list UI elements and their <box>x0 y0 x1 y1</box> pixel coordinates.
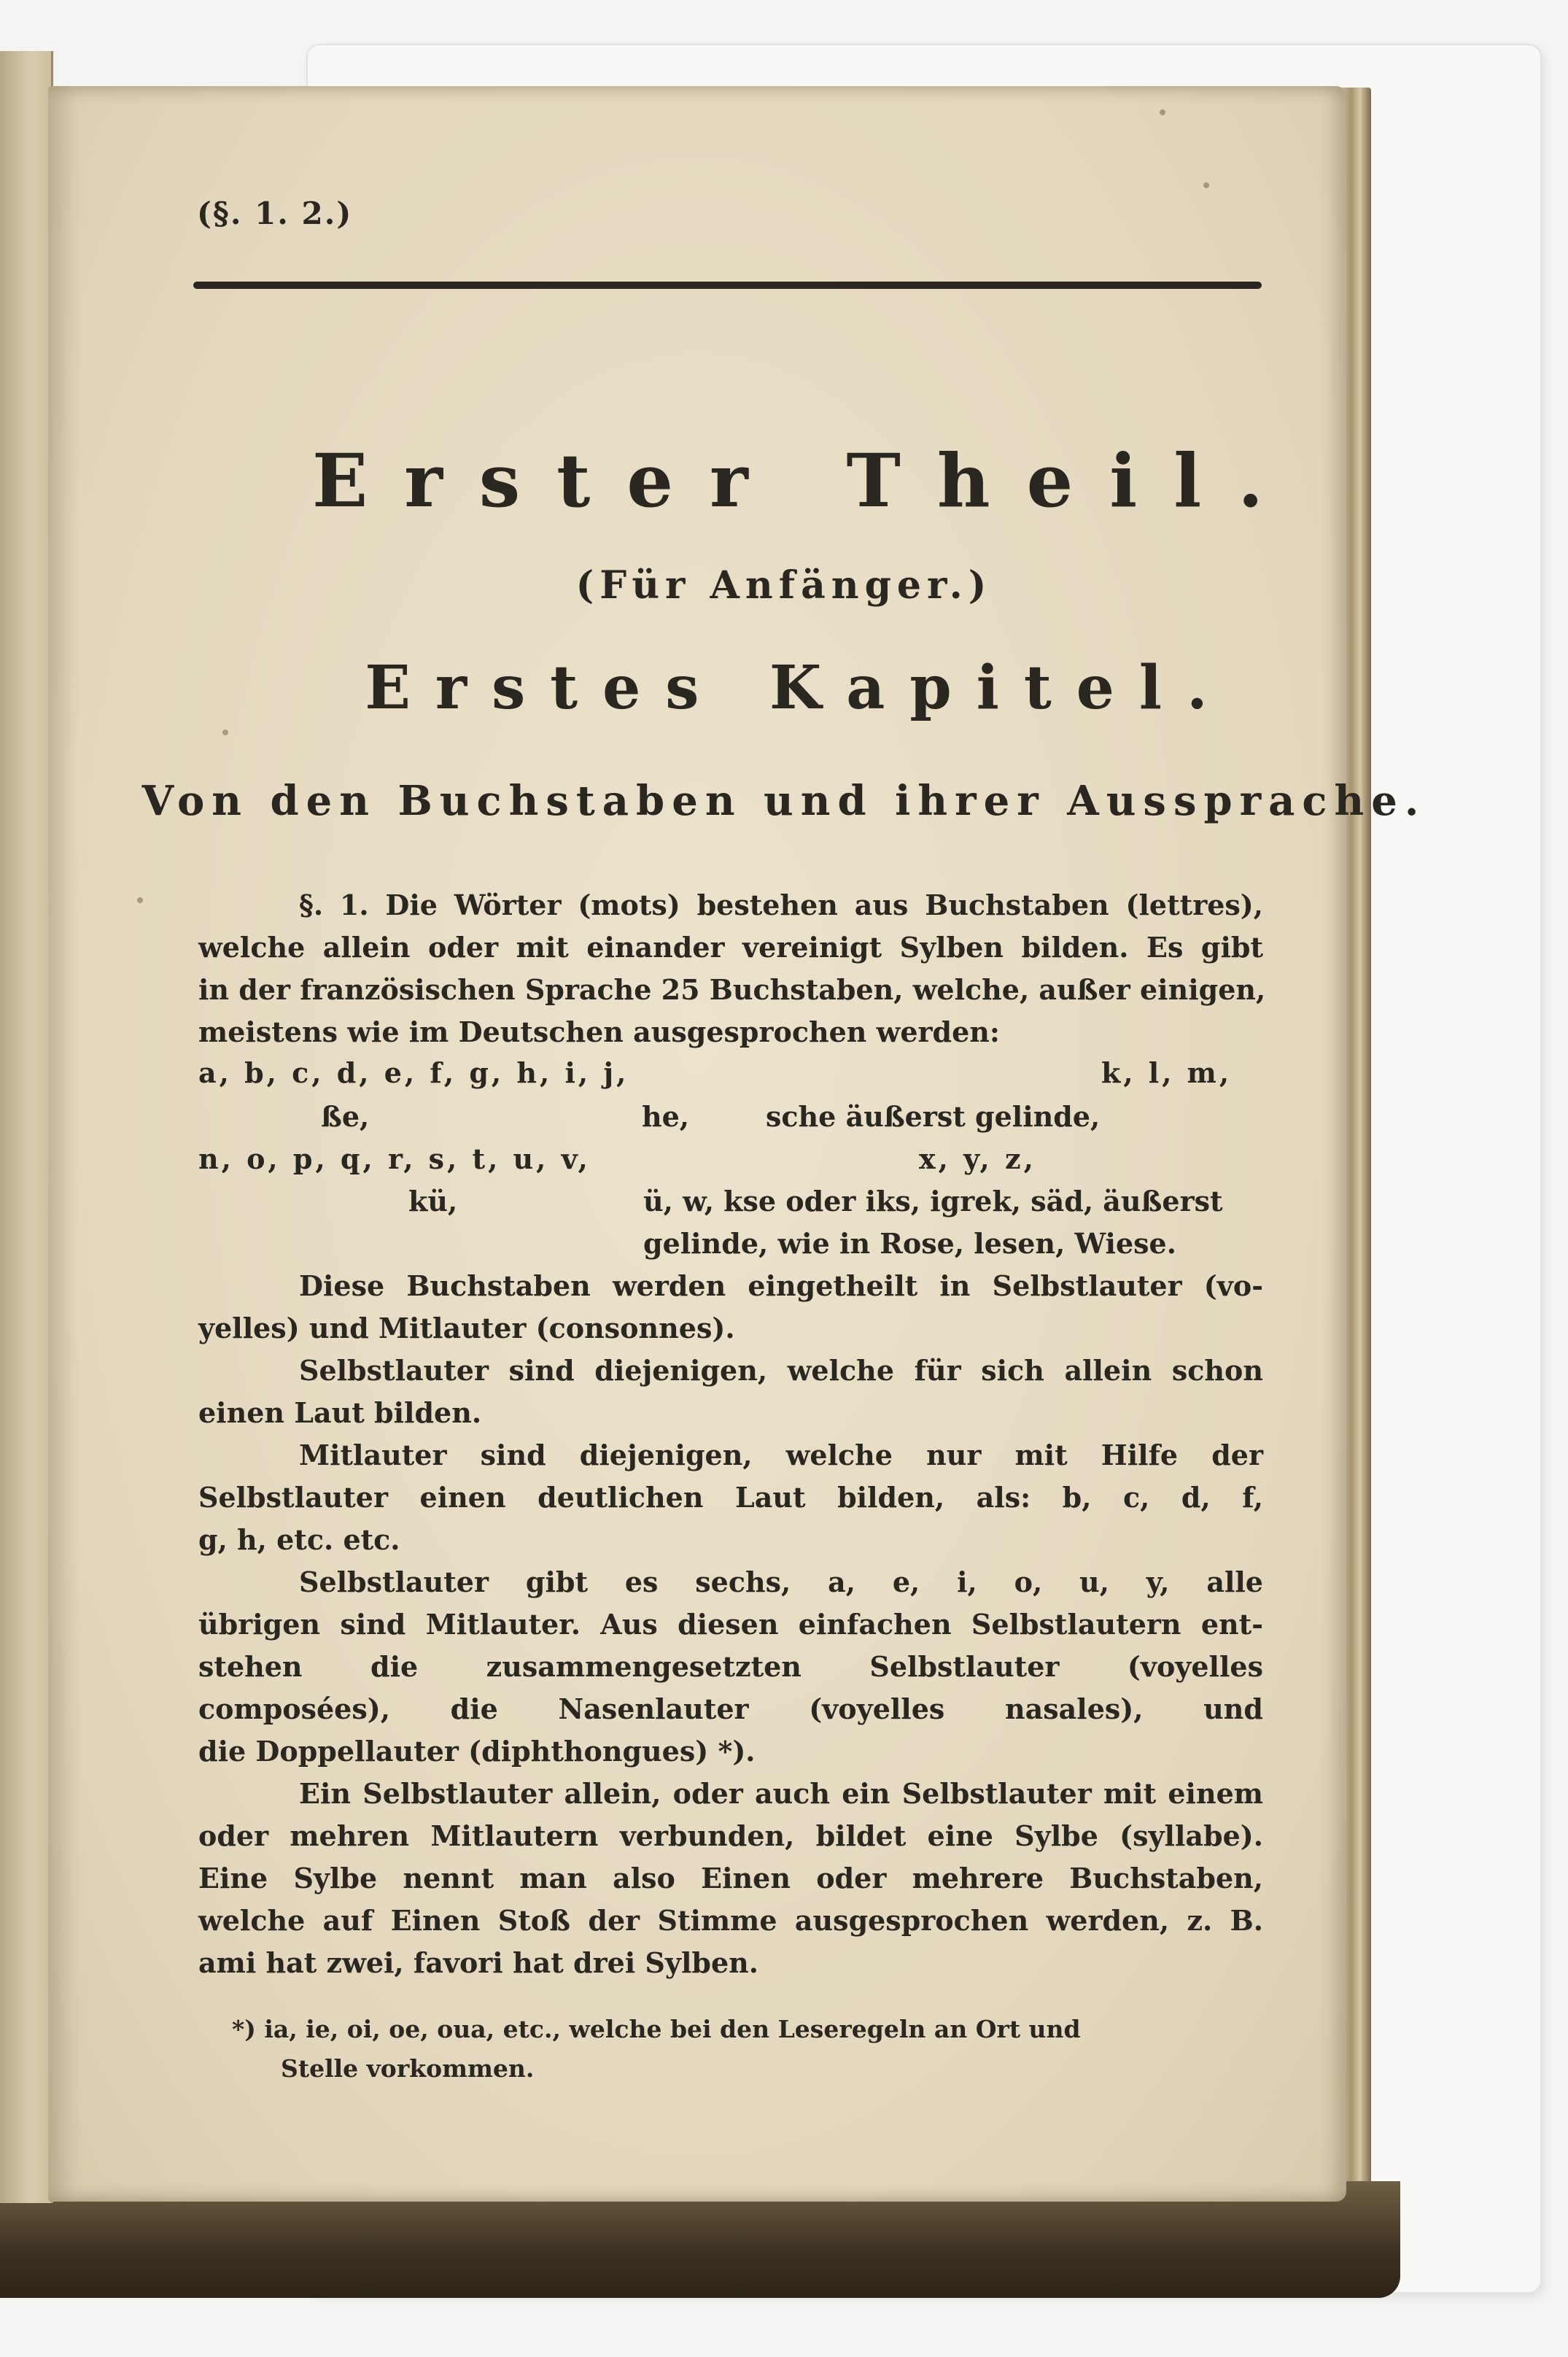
text-line: einen Laut bilden. <box>198 1396 482 1429</box>
text-line: composées), die Nasenlauter (voyelles nasales), und <box>198 1692 1263 1725</box>
pronunciation-note: sche äußerst gelinde, <box>766 1100 1101 1133</box>
pronunciation-note: kü, <box>408 1185 458 1218</box>
text-line: welche auf Einen Stoß der Stimme ausgesprochen werden, z. B. <box>198 1904 1263 1937</box>
text-line: Mitlauter sind diejenigen, welche nur mit Hilfe der <box>299 1439 1263 1471</box>
text-line: in der französischen Sprache 25 Buchstaben, welche, außer einigen, <box>198 973 1266 1006</box>
paper-speck <box>1160 109 1165 115</box>
alphabet-row: n, o, p, q, r, s, t, u, v, <box>198 1142 591 1175</box>
text-line: die Doppellauter (diphthongues) *). <box>198 1735 756 1768</box>
part-title: Erster Theil. <box>311 438 1300 524</box>
text-line: übrigen sind Mitlauter. Aus diesen einfachen Selbstlautern ent- <box>198 1608 1263 1641</box>
text-line: welche allein oder mit einander vereinigt Sylben bilden. Es gibt <box>198 931 1263 964</box>
text-line: Ein Selbstlauter allein, oder auch ein Selbstlauter mit einem <box>299 1777 1263 1810</box>
text-line: oder mehren Mitlautern verbunden, bildet eine Sylbe (syllabe). <box>198 1819 1263 1852</box>
chapter-topic: Von den Buchstaben und ihrer Aussprache. <box>141 777 1427 825</box>
header-rule <box>193 282 1262 289</box>
pronunciation-note: he, <box>642 1100 690 1133</box>
text-line: §. 1. Die Wörter (mots) bestehen aus Buchstaben (lettres), <box>299 889 1263 921</box>
text-line: g, h, etc. etc. <box>198 1523 400 1556</box>
text-line: meistens wie im Deutschen ausgesprochen werden: <box>198 1015 1000 1048</box>
paper-speck <box>1203 182 1209 188</box>
alphabet-row: a, b, c, d, e, f, g, h, i, j, <box>198 1056 629 1089</box>
alphabet-row: x, y, z, <box>919 1142 1036 1175</box>
running-head: (§. 1. 2.) <box>197 196 353 231</box>
text-line: Selbstlauter gibt es sechs, a, e, i, o, u, y, alle <box>299 1565 1263 1598</box>
audience-subtitle: (Für Anfänger.) <box>575 563 993 608</box>
pronunciation-note: ße, <box>321 1100 370 1133</box>
footnote-line: Stelle vorkommen. <box>281 2054 535 2083</box>
pronunciation-note: ü, w, kse oder iks, igrek, säd, äußerst <box>643 1185 1223 1218</box>
text-line: Selbstlauter sind diejenigen, welche für sich allein schon <box>299 1354 1263 1387</box>
pronunciation-note: gelinde, wie in Rose, lesen, Wiese. <box>643 1227 1176 1260</box>
text-line: stehen die zusammengesetzten Selbstlauter (voyelles <box>198 1650 1263 1683</box>
text-line: Diese Buchstaben werden eingetheilt in Selbstlauter (vo- <box>299 1269 1263 1302</box>
paper-speck <box>222 729 228 735</box>
text-line: Selbstlauter einen deutlichen Laut bilden, als: b, c, d, f, <box>198 1481 1263 1514</box>
previous-page-edge <box>0 51 53 2203</box>
chapter-title: Erstes Kapitel. <box>365 653 1233 723</box>
text-line: ami hat zwei, favori hat drei Sylben. <box>198 1946 758 1979</box>
text-line: yelles) und Mitlauter (consonnes). <box>198 1312 735 1344</box>
footnote-line: *) ia, ie, oi, oe, oua, etc., welche bei den Leseregeln an Ort und <box>232 2015 1081 2043</box>
text-line: Eine Sylbe nennt man also Einen oder mehrere Buchstaben, <box>198 1862 1263 1894</box>
paper-speck <box>137 897 143 903</box>
alphabet-row: k, l, m, <box>1101 1056 1233 1089</box>
